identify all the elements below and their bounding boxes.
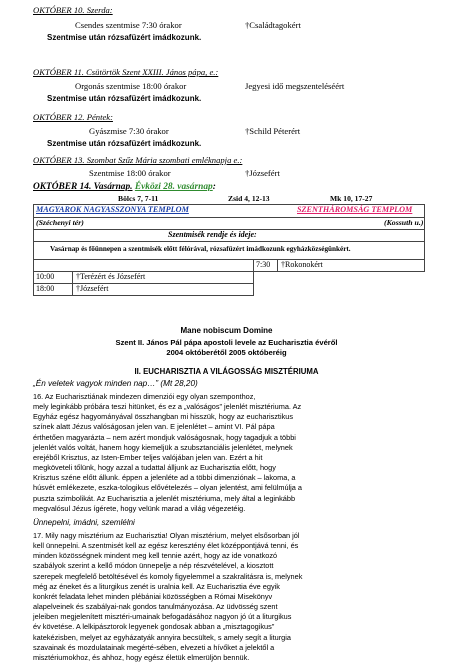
- day-heading: OKTÓBER 13. Szombat Szűz Mária szombati emléknapja e.:: [33, 155, 243, 165]
- article-subtitle: Szent II. János Pál pápa apostoli levele az Eucharisztia évéről: [115, 338, 338, 347]
- subsection-heading: Ünnepelni, imádni, szemlélni: [33, 518, 135, 527]
- mass-intention: †Józsefért: [245, 168, 280, 178]
- paragraph-line: kell ünnepelni. A szentmisét kell az egész keresztény élet középpontjává tenni, és: [33, 541, 299, 551]
- mass-intention: Jegyesi idő megszenteléséért: [245, 81, 345, 91]
- article-title: Mane nobiscum Domine: [180, 326, 273, 335]
- paragraph-line: még az éneket és a liturgikus zenét is uralnia kell. Az Eucharisztia éve egyik: [33, 581, 280, 591]
- paragraph-line: jeleiben megjelenített misztéri-umainak befogadásához nagyon jó út a liturgikus: [33, 612, 292, 622]
- day-note: Szentmise után rózsafüzért imádkozunk.: [47, 94, 202, 103]
- day-heading: OKTÓBER 12. Péntek:: [33, 112, 113, 122]
- mass-intention: †Schild Péterért: [245, 126, 301, 136]
- day-heading: OKTÓBER 10. Szerda:: [33, 5, 113, 15]
- paragraph-line: szavainak és mozdulatainak megérté-sében, elvezeti a hívőket a jelektől a: [33, 642, 275, 652]
- paragraph-line: erejéből Krisztus, az Isten-Ember teljes valójában jelen van. Ezért a hit: [33, 452, 263, 462]
- sunday-title: OKTÓBER 14. Vasárnap.: [33, 182, 133, 192]
- paragraph-line: puszta szimbolikát. Az Eucharisztia a jelenlét misztériuma, mely által a leginkább: [33, 493, 296, 503]
- day-note: Szentmise után rózsafüzért imádkozunk.: [47, 139, 202, 148]
- paragraph-line: színek alatt Jézus valóságosan jelen van. E jelenlétet – amint VI. Pál pápa: [33, 422, 275, 432]
- paragraph-line: Egyház egész hagyományával összhangban mi hisszük, hogy az eucharisztikus: [33, 412, 294, 422]
- left-mass-time: 18:00: [36, 284, 55, 293]
- mass-time: Orgonás szentmise 18:00 órakor: [75, 81, 187, 91]
- schedule-notice: Vasárnap és főünnepen a szentmisék előtt félórával, rózsafüzért imádkozunk egyházközségünkért.: [50, 245, 351, 253]
- sunday-heading: [33, 182, 216, 192]
- paragraph-line: érthetően magyarázta – nem azért mondjuk valóságosnak, hogy tagadjuk a többi: [33, 432, 296, 442]
- left-mass-intention: †Józsefért: [76, 284, 109, 293]
- paragraph-line: megvalósul Jézus ígérete, hogy velünk marad a világ végezetéig.: [33, 503, 246, 513]
- paragraph-line: év követése. A lelkipásztorok legyenek gondosak abban a „misztagogikus”: [33, 622, 275, 632]
- section-quote: „Én veletek vagyok minden nap…” (Mt 28,20): [33, 379, 198, 388]
- right-mass-intention: †Rokonokért: [281, 260, 323, 269]
- section-heading: II. EUCHARISZTIA A VILÁGOSSÁG MISZTÉRIUMA: [134, 367, 319, 376]
- paragraph-line: húsvét emlékezete, eszka-tologikus elővételezés – olyan jelentést, ami felülmúlja a: [33, 483, 303, 493]
- paragraph-line: katekézisben, melyet az egyházatyák annyira becsültek, s amely segít a liturgia: [33, 632, 291, 642]
- mass-time: Csendes szentmise 7:30 órakor: [75, 20, 182, 30]
- left-mass-intention: †Terézért és Józsefért: [76, 272, 146, 281]
- paragraph-line: megköveteli tőlünk, hogy azzal a tudattal álljunk az Eucharisztia előtt, hogy: [33, 463, 276, 473]
- paragraph-line: szabályok szerint a kellő módon ünnepelje a nép részvételével, a kiosztott: [33, 561, 274, 571]
- left-mass-time: 10:00: [36, 272, 55, 281]
- sunday-title-end: :: [212, 182, 216, 192]
- mass-time: Szentmise 18:00 órakor: [89, 168, 171, 178]
- article-subtitle-dates: 2004 októberétől 2005 októberéig: [166, 348, 287, 357]
- paragraph-17: [33, 531, 424, 663]
- right-church-address: (Kossuth u.): [384, 218, 424, 227]
- paragraph-line: 16. Az Eucharisztiának mindezen dimenziói egy olyan szemponthoz,: [33, 392, 256, 401]
- right-mass-time: 7:30: [256, 260, 271, 269]
- mass-time: Gyászmise 7:30 órakor: [89, 126, 169, 136]
- paragraph-line: Krisztus széne előtt állunk. éppen a jelenléte ad a többi dimenziónak – lakoma, a: [33, 473, 296, 483]
- paragraph-line: konkrét feladata lehet minden plébániai közösségben a Római Misekönyv: [33, 591, 273, 601]
- mass-intention: †Családtagokért: [245, 20, 301, 30]
- paragraph-line: 17. Mily nagy misztérium az Eucharisztia! Olyan misztérium, melyet elsősorban jól: [33, 531, 300, 540]
- day-note: Szentmise után rózsafüzért imádkozunk.: [47, 33, 202, 42]
- paragraph-line: alapelveinek és szabályai-nak gondos tanulmányozása. Az üdvösség szent: [33, 602, 278, 612]
- reading-ref: Bölcs 7, 7-11: [118, 194, 159, 203]
- paragraph-line: mely leginkább próbára teszi hitünket, és ez a „valóságos” jelenlét misztériuma. Az: [33, 402, 302, 412]
- right-church-name: SZENTHÁROMSÁG TEMPLOM: [297, 205, 413, 214]
- reading-ref: Mk 10, 17-27: [330, 194, 373, 203]
- paragraph-line: minden közösségnek mindent meg kell tennie azért, hogy az ide vonatkozó: [33, 551, 278, 561]
- paragraph-line: misztériumokhoz, és ahhoz, hogy egész életük elmerüljön bennük.: [33, 652, 250, 662]
- paragraph-line: szerepek megfelelő betöltésével és komoly figyelemmel a szakralitásra is, melynek: [33, 571, 303, 581]
- sunday-liturgical-day: Évközi 28. vasárnap: [134, 182, 213, 192]
- left-church-name: MAGYAROK NAGYASSZONYA TEMPLOM: [36, 205, 189, 214]
- day-heading: OKTÓBER 11. Csütörtök Szent XXIII. János pápa, e.:: [33, 67, 219, 77]
- left-church-address: (Széchenyi tér): [36, 218, 84, 227]
- schedule-caption: Szentmisék rendje és ideje:: [168, 230, 257, 239]
- paragraph-line: jelenlét valós voltát, hanem hogy kiemeljük a szubsztanciális jelenlétet, melynek: [33, 442, 293, 452]
- paragraph-16: [33, 392, 424, 514]
- reading-ref: Zsid 4, 12-13: [228, 194, 270, 203]
